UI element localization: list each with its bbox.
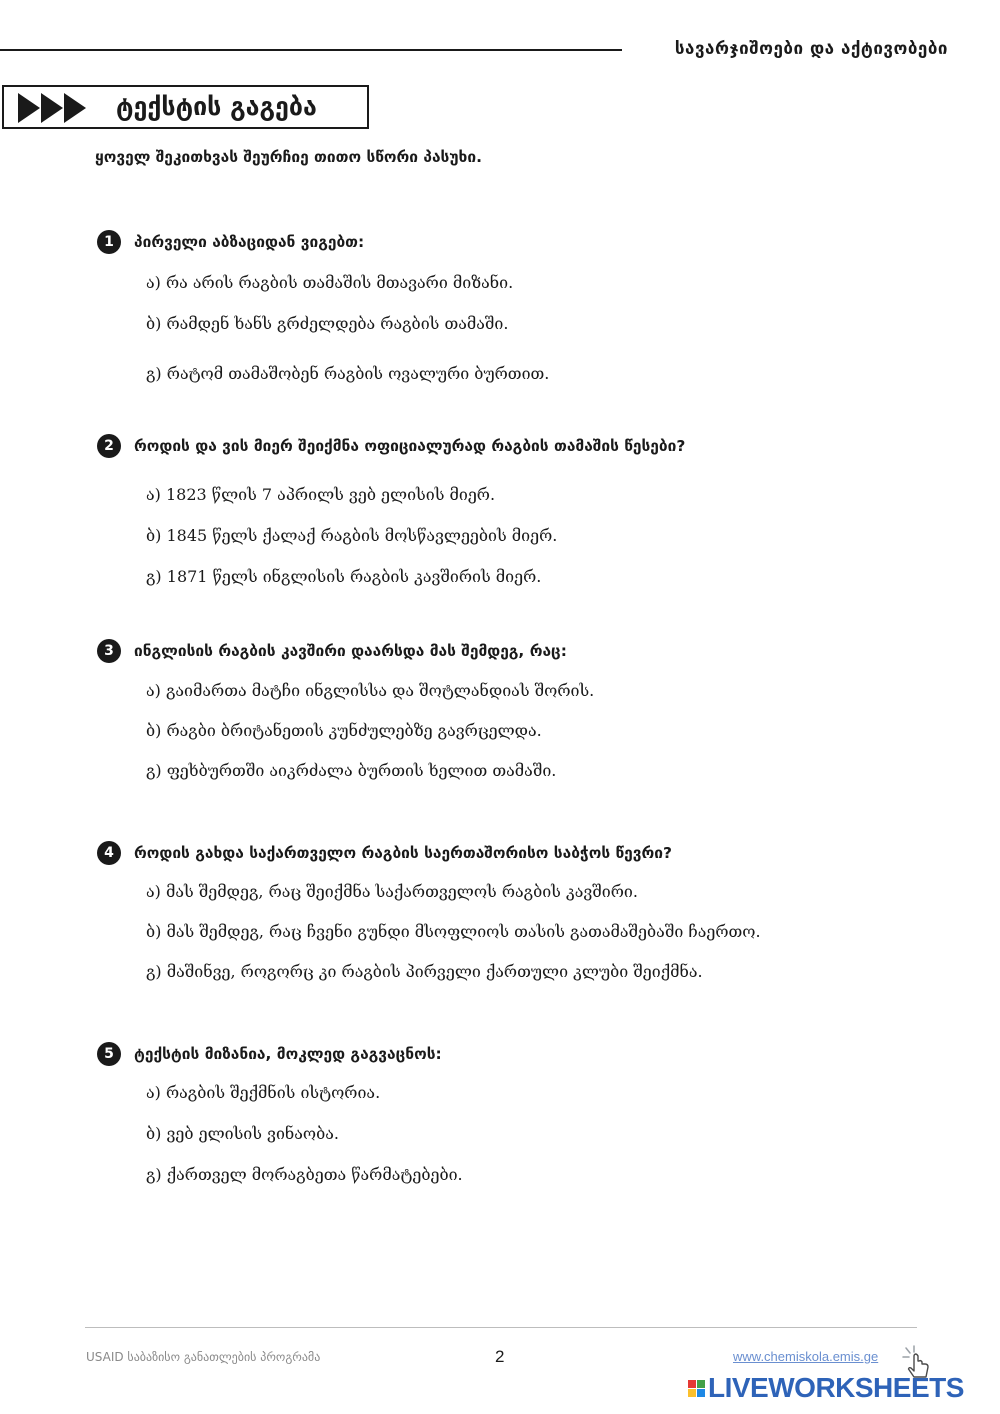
answer-option-a[interactable]: ა) რა არის რაგბის თამაშის მთავარი მიზანი.: [146, 273, 514, 292]
question-2: [97, 434, 977, 586]
answer-option-b[interactable]: ბ) ვებ ელისის ვინაობა.: [146, 1124, 340, 1143]
answer-option-c[interactable]: გ) ქართველ მორაგბეთა წარმატებები.: [146, 1165, 463, 1184]
question-5: [97, 1042, 977, 1184]
triple-arrow-icon: [18, 93, 86, 123]
answer-option-a[interactable]: ა) მას შემდეგ, რაც შეიქმნა საქართველოს რაგბის კავშირი.: [146, 882, 638, 901]
answer-option-b[interactable]: ბ) 1845 წელს ქალაქ რაგბის მოსწავლეების მიერ.: [146, 526, 558, 545]
question-number-badge: 4: [97, 841, 121, 865]
answer-option-a[interactable]: ა) გაიმართა მატჩი ინგლისსა და შოტლანდიას შორის.: [146, 681, 595, 700]
answer-option-b[interactable]: ბ) რაგბი ბრიტანეთის კუნძულებზე გავრცელდა.: [146, 721, 542, 740]
answer-option-a[interactable]: ა) რაგბის შექმნის ისტორია.: [146, 1083, 381, 1102]
header-title: სავარჯიშოები და აქტივობები: [674, 39, 948, 59]
question-text: ტექსტის მიზანია, მოკლედ გაგვაცნოს:: [134, 1045, 442, 1063]
answer-option-b[interactable]: ბ) რამდენ ხანს გრძელდება რაგბის თამაში.: [146, 314, 509, 333]
question-text: ინგლისის რაგბის კავშირი დაარსდა მას შემდეგ, რაც:: [134, 642, 567, 660]
answer-option-c[interactable]: გ) ფეხბურთში აიკრძალა ბურთის ხელით თამაში.: [146, 761, 557, 780]
answer-option-b[interactable]: ბ) მას შემდეგ, რაც ჩვენი გუნდი მსოფლიოს თასის გათამაშებაში ჩაერთო.: [146, 922, 761, 941]
page-number: 2: [495, 1347, 505, 1366]
footer-program-name: USAID საბაზისო განათლების პროგრამა: [86, 1350, 321, 1364]
answer-option-c[interactable]: გ) რატომ თამაშობენ რაგბის ოვალური ბურთით.: [146, 364, 550, 383]
question-number-badge: 3: [97, 639, 121, 663]
website-link[interactable]: www.chemiskola.emis.ge: [733, 1349, 879, 1364]
liveworksheets-logo-icon: [688, 1380, 705, 1397]
liveworksheets-logo: [688, 1372, 964, 1404]
question-text: როდის გახდა საქართველო რაგბის საერთაშორისო საბჭოს წევრი?: [134, 844, 672, 862]
question-1: [97, 230, 977, 383]
section-title: ტექსტის გაგება: [116, 92, 317, 121]
footer-rule: [85, 1327, 917, 1328]
answer-option-c[interactable]: გ) 1871 წელს ინგლისის რაგბის კავშირის მიერ.: [146, 567, 542, 586]
answer-option-c[interactable]: გ) მაშინვე, როგორც კი რაგბის პირველი ქართული კლუბი შეიქმნა.: [146, 962, 703, 981]
question-number-badge: 2: [97, 434, 121, 458]
header-rule: [0, 49, 622, 51]
answer-option-a[interactable]: ა) 1823 წლის 7 აპრილს ვებ ელისის მიერ.: [146, 485, 496, 504]
question-text: პირველი აბზაციდან ვიგებთ:: [134, 233, 365, 251]
question-number-badge: 5: [97, 1042, 121, 1066]
question-number-badge: 1: [97, 230, 121, 254]
instruction-text: ყოველ შეკითხვას შეურჩიე თითო სწორი პასუხი.: [95, 148, 482, 166]
question-3: [97, 639, 977, 780]
section-title-box: [2, 85, 369, 129]
liveworksheets-logo-text: LIVEWORKSHEETS: [708, 1372, 964, 1403]
question-4: [97, 841, 977, 981]
question-text: როდის და ვის მიერ შეიქმნა ოფიციალურად რაგბის თამაშის წესები?: [134, 437, 686, 455]
